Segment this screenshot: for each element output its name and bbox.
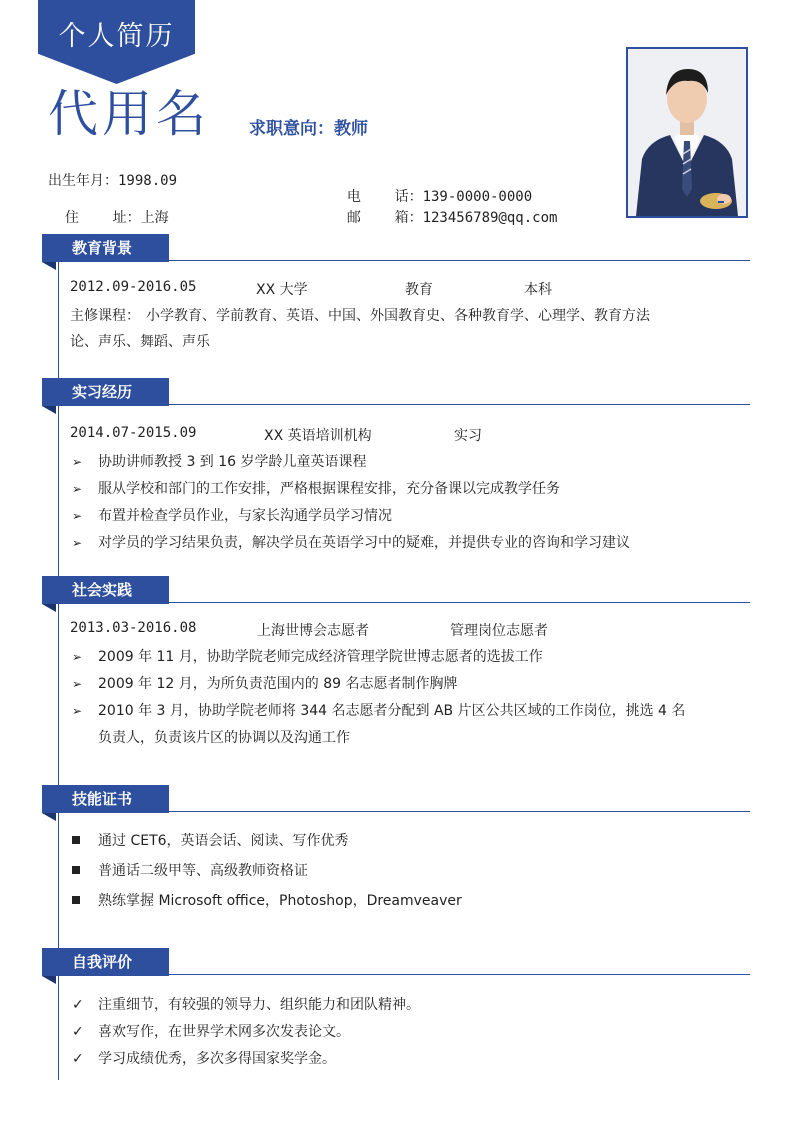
email-info	[330, 191, 557, 227]
education-major: 教育	[405, 282, 433, 298]
section-divider	[169, 260, 750, 261]
education-period: 2012.09-2016.05	[70, 279, 197, 295]
objective-value: 教师	[334, 119, 368, 139]
phone-value: 139-0000-0000	[422, 189, 533, 205]
section-divider	[169, 811, 750, 812]
arrow-bullet-icon: ➢	[72, 455, 83, 469]
education-degree: 本科	[524, 282, 552, 298]
email-value: 123456789@qq.com	[422, 210, 558, 226]
arrow-bullet-icon: ➢	[72, 650, 83, 664]
list-item: ➢ 协助讲师教授 3 到 16 岁学龄儿童英语课程	[72, 454, 367, 470]
section-fold	[42, 406, 56, 414]
section-title: 自我评价	[42, 948, 169, 976]
list-item: ➢ 2009 年 12 月，为所负责范围内的 89 名志愿者制作胸牌	[72, 676, 458, 692]
section-internship	[42, 378, 750, 406]
phone-label: 电 话：	[346, 189, 423, 205]
address-info	[48, 191, 169, 227]
courses-line1: 小学教育、学前教育、英语、中国、外国教育史、各种教育学、心理学、教育方法	[146, 308, 650, 324]
arrow-bullet-icon: ➢	[72, 509, 83, 523]
birth-value: 1998.09	[118, 173, 178, 189]
social-org: 上海世博会志愿者	[257, 623, 369, 639]
arrow-bullet-icon: ➢	[72, 482, 83, 496]
courses-line2: 论、声乐、舞蹈、声乐	[70, 334, 210, 350]
check-bullet-icon: ✓	[72, 997, 84, 1013]
section-divider	[169, 602, 750, 603]
list-item: ➢ 布置并检查学员作业，与家长沟通学员学习情况	[72, 508, 392, 524]
profile-photo	[626, 47, 748, 218]
section-self-eval	[42, 948, 750, 976]
section-fold	[42, 813, 56, 821]
section-title: 技能证书	[42, 785, 169, 813]
check-bullet-icon: ✓	[72, 1024, 84, 1040]
section-fold	[42, 604, 56, 612]
section-title: 教育背景	[42, 234, 169, 262]
list-item: 普通话二级甲等、高级教师资格证	[72, 860, 308, 880]
arrow-bullet-icon: ➢	[72, 704, 83, 718]
list-item: ✓ 喜欢写作，在世界学术网多次发表论文。	[72, 1024, 350, 1040]
internship-role: 实习	[454, 428, 482, 444]
section-title: 实习经历	[42, 378, 169, 406]
section-social	[42, 576, 750, 604]
section-title: 社会实践	[42, 576, 169, 604]
arrow-bullet-icon: ➢	[72, 536, 83, 550]
square-bullet-icon	[72, 866, 80, 874]
list-item: ✓ 学习成绩优秀，多次多得国家奖学金。	[72, 1051, 336, 1067]
internship-org: XX 英语培训机构	[264, 428, 372, 444]
section-divider	[169, 404, 750, 405]
resume-title: 个人简历	[58, 21, 175, 52]
education-courses	[70, 305, 650, 325]
square-bullet-icon	[72, 836, 80, 844]
birth-label: 出生年月：	[48, 173, 118, 189]
list-item: ➢ 服从学校和部门的工作安排，严格根据课程安排，充分备课以完成教学任务	[72, 481, 560, 497]
list-item-continuation: 负责人，负责该片区的协调以及沟通工作	[98, 730, 350, 746]
list-item: ➢ 对学员的学习结果负责，解决学员在英语学习中的疑难，并提供专业的咨询和学习建议	[72, 535, 630, 551]
arrow-bullet-icon: ➢	[72, 677, 83, 691]
check-bullet-icon: ✓	[72, 1051, 84, 1067]
address-value: 上海	[140, 210, 169, 226]
list-item: 通过 CET6，英语会话、阅读、写作优秀	[72, 830, 349, 850]
section-skills	[42, 785, 750, 813]
list-item: ✓ 注重细节，有较强的领导力、组织能力和团队精神。	[72, 997, 420, 1013]
birth-info	[48, 170, 177, 190]
courses-label: 主修课程：	[70, 308, 140, 324]
list-item: ➢ 2009 年 11 月，协助学院老师完成经济管理学院世博志愿者的选拔工作	[72, 649, 543, 665]
list-item: 熟练掌握 Microsoft office，Photoshop，Dreamveaver	[72, 890, 462, 910]
section-fold	[42, 976, 56, 984]
objective-label: 求职意向：	[249, 119, 334, 139]
education-school: XX 大学	[256, 282, 308, 298]
address-label: 住 址：	[64, 210, 141, 226]
job-objective	[249, 114, 368, 139]
candidate-name: 代用名	[48, 85, 210, 143]
social-period: 2013.03-2016.08	[70, 620, 197, 636]
email-label: 邮 箱：	[346, 210, 423, 226]
list-item: ➢ 2010 年 3 月，协助学院老师将 344 名志愿者分配到 AB 片区公共区域的工作岗位，挑选 4 名	[72, 703, 686, 719]
square-bullet-icon	[72, 896, 80, 904]
social-role: 管理岗位志愿者	[450, 623, 548, 639]
section-fold	[42, 262, 56, 270]
section-divider	[169, 974, 750, 975]
section-education	[42, 234, 750, 262]
internship-period: 2014.07-2015.09	[70, 425, 197, 441]
